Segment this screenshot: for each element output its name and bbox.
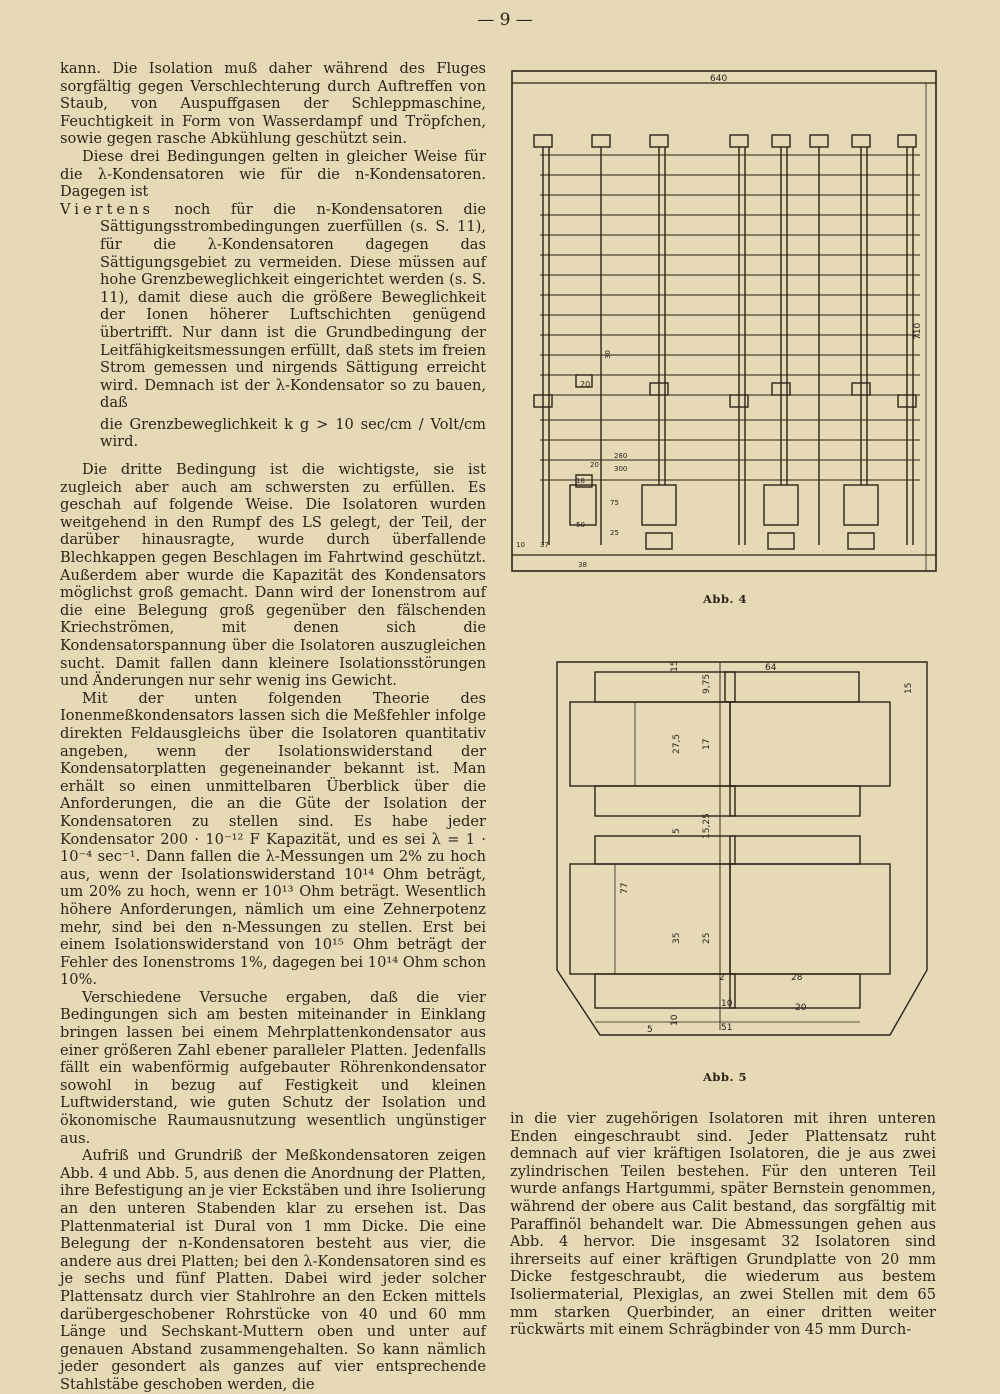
dim-30: 30 bbox=[604, 350, 612, 359]
dim-710: 710 bbox=[913, 322, 923, 340]
paragraph: Mit der unten folgenden Theorie des Ionenmeßkondensators lassen sich die Meßfehler infolge direkten Feldausgleichs über die Isolatoren quantitativ angeben, wenn der Isolationswiderstand der Kondensatorplatten gegeneinander bekannt ist. Man erhält so einen unmittelbaren Überblick über die Anforderungen, die an die Güte der Isolation der Kondensatoren zu stellen sind. Es habe jeder Kondensator 200 · 10⁻¹² F Kapazität, und es sei λ = 1 · 10⁻⁴ sec⁻¹. Dann fallen die λ-Messungen um 2% zu hoch aus, wenn der Isolationswiderstand 10¹⁴ Ohm beträgt, um 20% zu hoch, wenn er 10¹³ Ohm beträgt. Wesentlich höhere Anforderungen, nämlich um eine Zehnerpotenz mehr, sind bei den n-Messungen zu stellen. Erst bei einem Isolationswiderstand von 10¹⁵ Ohm beträgt der Fehler des Ionenstroms 1%, dagegen bei 10¹⁴ Ohm schon 10%. bbox=[60, 689, 486, 989]
dim-51: 51 bbox=[721, 1023, 733, 1033]
dim-15b: 15 bbox=[904, 682, 914, 694]
paragraph: kann. Die Isolation muß daher während des Fluges sorgfältig gegen Verschlechterung durch Auftreffen von Staub, von Auspuffgasen der Schleppmaschine, Feuchtigkeit in Form von Wasserdampf und Tröpfchen, sowie gegen rasche Abkühlung geschützt sein. bbox=[60, 60, 486, 148]
dim-25: 25 bbox=[610, 529, 619, 537]
dim-35: 35 bbox=[672, 932, 682, 944]
dim-15: 15 bbox=[670, 660, 680, 672]
left-text-column bbox=[60, 60, 486, 1394]
dim-75: 75 bbox=[610, 499, 619, 507]
paragraph-viertens: Viertens noch für die n-Kondensatoren die Sättigungsstrombedingungen zuerfüllen (s. S. 11), für die λ-Kondensatoren dagegen das Sättigungsgebiet zu vermeiden. Diese müssen auf hohe Grenzbeweglichkeit eingerichtet werden (s. S. 11), damit diese auch die größere Beweglichkeit der Ionen höherer Luftschichten genügend übertrifft. Nur dann ist die Grundbedingung der Leitfähigkeitsmessungen erfüllt, daß stets im freien Strom gemessen und nirgends Sättigung erreicht wird. Demnach ist der λ-Kondensator so zu bauen, daß bbox=[60, 200, 486, 412]
dim-15-25: 15,25 bbox=[702, 813, 712, 839]
dim-50: 50 bbox=[576, 521, 585, 529]
dim-25: 25 bbox=[702, 932, 712, 944]
paragraph: Aufriß und Grundriß der Meßkondensatoren zeigen Abb. 4 und Abb. 5, aus denen die Anordnung der Platten, ihre Befestigung an je vier Eckstäben und ihre Isolierung an den unteren Stabenden klar zu ersehen ist. Das Plattenmaterial ist Dural von 1 mm Dicke. Die eine Belegung der n-Kondensatoren besteht aus vier, die andere aus drei Platten; bei den λ-Kondensatoren sind es je sechs und fünf Platten. Dabei wird jeder solcher Plattensatz durch vier Stahlrohre an den Ecken mittels darübergeschobener Rohrstücke von 40 und 60 mm Länge und Sechskant-Muttern oben und unter auf genauen Abstand zusammengehalten. So kann nämlich jeder gesondert als ganzes auf vier entsprechende Stahlstäbe geschoben werden, die bbox=[60, 1147, 486, 1393]
figure-4-elevation-drawing bbox=[510, 65, 940, 580]
paragraph: Diese drei Bedingungen gelten in gleicher Weise für die λ-Kondensatoren wie für die n-Kondensatoren. Dagegen ist bbox=[60, 147, 486, 201]
dim-10: 10 bbox=[516, 541, 525, 549]
paragraph: Verschiedene Versuche ergaben, daß die vier Bedingungen sich am besten miteinander in Einklang bringen lassen bei einem Mehrplattenkondensator aus einer größeren Zahl ebener paralleler Platten. Jedenfalls fällt ein wabenförmig aufgebauter Röhrenkondensator sowohl in bezug auf Festigkeit und kleinen Luftwiderstand, wie guten Schutz der Isolation und ökonomische Raumausnutzung wesentlich ungünstiger aus. bbox=[60, 988, 486, 1147]
dim-5a: 5 bbox=[672, 828, 682, 834]
dim-77: 77 bbox=[620, 882, 630, 894]
paragraph-lead: Viertens bbox=[60, 200, 154, 218]
dim-5b: 5 bbox=[647, 1025, 653, 1035]
figure-5-plan-drawing bbox=[555, 650, 930, 1040]
dim-300: 300 bbox=[614, 465, 628, 473]
figure-4-caption: Abb. 4 bbox=[702, 592, 747, 606]
dim-20b: 20 bbox=[590, 461, 599, 469]
dim-640: 640 bbox=[710, 74, 728, 84]
dim-17: 17 bbox=[702, 738, 712, 750]
dim-2: 2 bbox=[719, 973, 725, 983]
right-text-column bbox=[510, 1110, 936, 1339]
dim-28: 28 bbox=[791, 973, 803, 983]
dim-18: 18 bbox=[576, 477, 585, 485]
figure-5-caption: Abb. 5 bbox=[702, 1070, 747, 1084]
dim-20: 20 bbox=[795, 1003, 807, 1013]
dim-37: 37 bbox=[540, 541, 549, 549]
dim-10b: 10 bbox=[670, 1014, 680, 1026]
dim-64: 64 bbox=[765, 663, 777, 673]
paragraph: in die vier zugehörigen Isolatoren mit ihren unteren Enden eingeschraubt sind. Jeder Plattensatz ruht demnach auf vier kräftigen Isolatoren, die je aus zwei zylindrischen Teilen bestehen. Für den unteren Teil wurde anfangs Hartgummi, später Bernstein genommen, während der obere aus Calit bestand, das sorgfältig mit Paraffinöl behandelt war. Die Abmessungen gehen aus Abb. 4 hervor. Die insgesamt 32 Isolatoren sind ihrerseits auf einer kräftigen Grundplatte von 20 mm Dicke festgeschraubt, die wiederum aus bestem Isoliermaterial, Plexiglas, an zwei Stellen mit dem 65 mm starken Querbinder, an einer dritten weiter rückwärts mit einem Schrägbinder von 45 mm Durch- bbox=[510, 1110, 936, 1339]
dim-38: 38 bbox=[578, 561, 587, 569]
formula: die Grenzbeweglichkeit k g > 10 sec/cm / Volt/cm wird. bbox=[100, 415, 486, 451]
dim-20: 20 bbox=[580, 380, 591, 389]
paragraph: Die dritte Bedingung ist die wichtigste, sie ist zugleich aber auch am schwersten zu erfüllen. Es geschah auf folgende Weise. Die Isolatoren wurden weitgehend in den Rumpf des LS gelegt, der Teil, der darüber hinausragte, wurde durch überfallende Blechkappen gegen Beschlagen im Fahrtwind geschützt. Außerdem aber wurde die Kapazität des Kondensators möglichst groß gemacht. Dann wird der Ionenstrom auf die eine Belegung groß gegenüber den fälschenden Kriechströmen, mit denen sich die Kondensatorspannung über die Isolatoren auszugleichen sucht. Damit fallen dann kleinere Isolationsstörungen und Änderungen nur sehr wenig ins Gewicht. bbox=[60, 461, 486, 690]
page-number: — 9 — bbox=[477, 10, 533, 30]
dim-280: 280 bbox=[614, 452, 628, 460]
dim-10: 10 bbox=[721, 999, 733, 1009]
dim-27-5: 27,5 bbox=[672, 733, 682, 754]
dim-9-75: 9,75 bbox=[702, 673, 712, 694]
